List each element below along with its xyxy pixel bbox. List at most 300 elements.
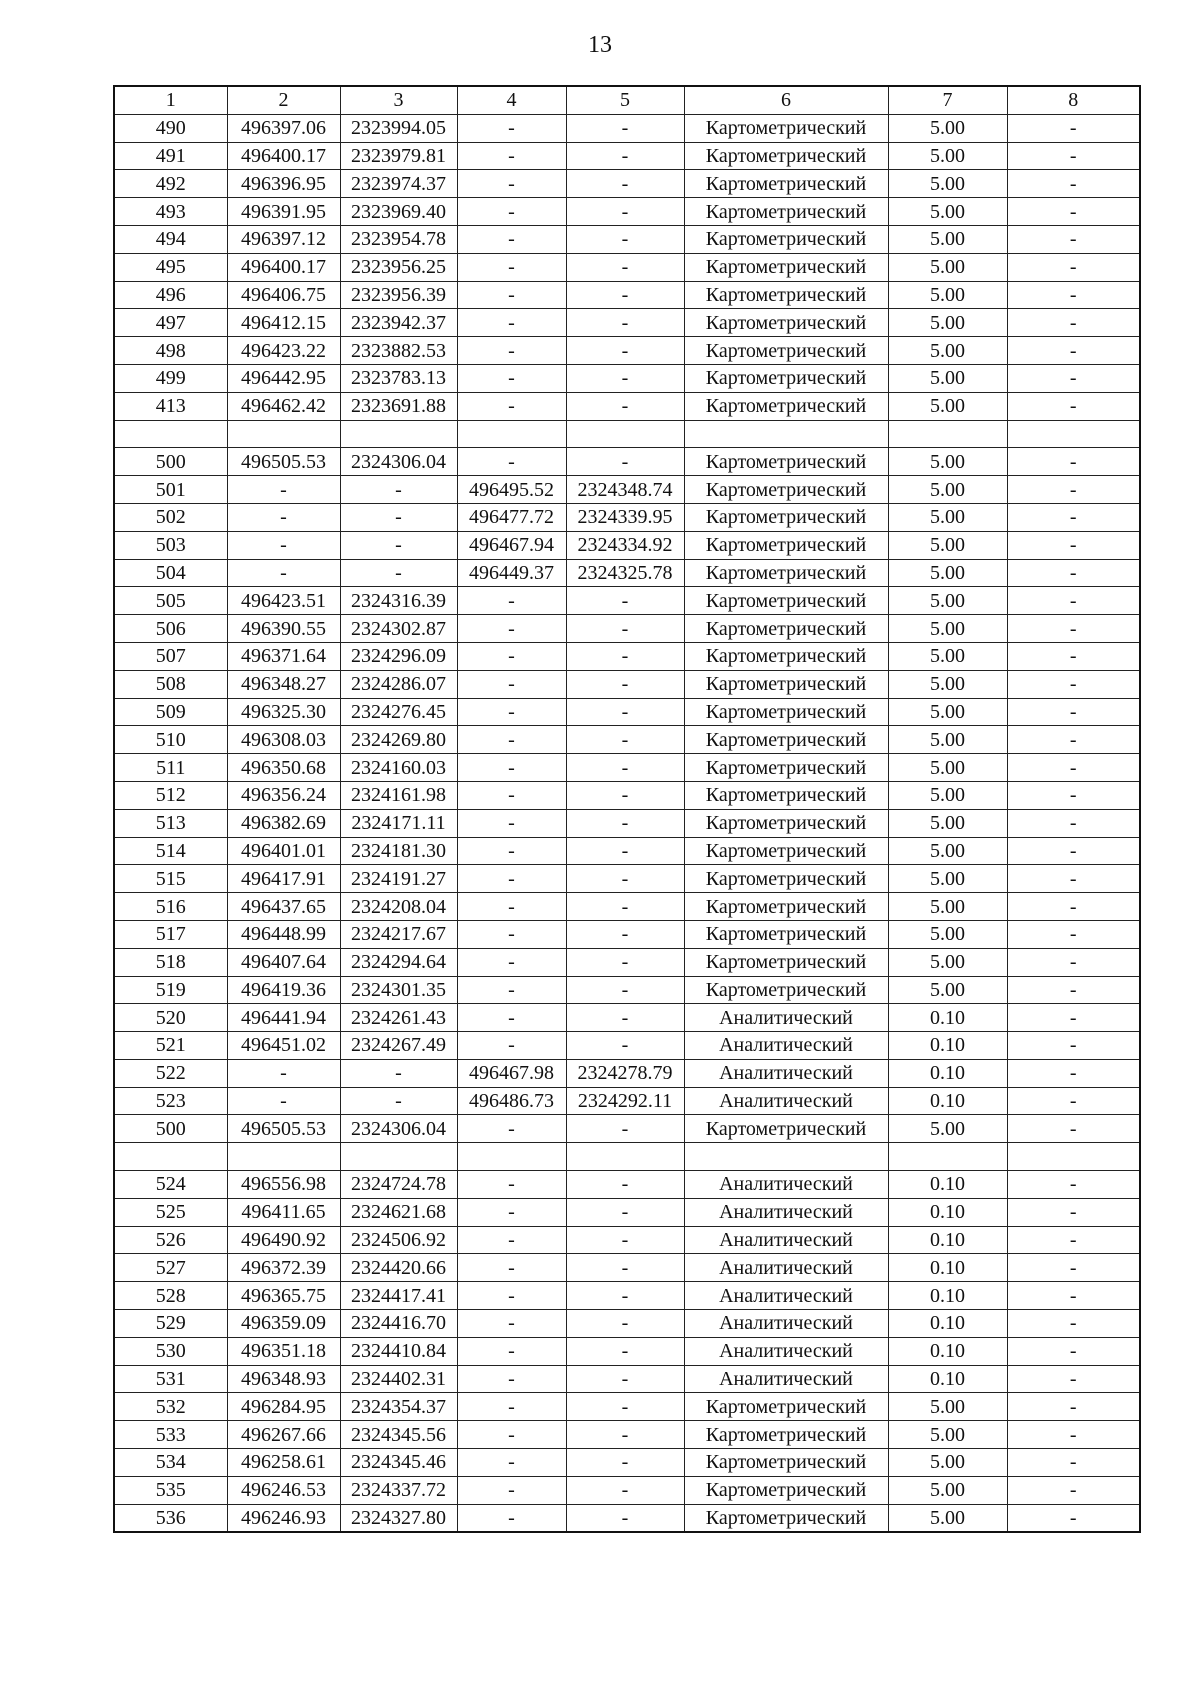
table-cell-col-8: - xyxy=(1007,754,1140,782)
table-cell-col-1: 506 xyxy=(114,615,227,643)
table-cell-col-8: - xyxy=(1007,114,1140,142)
table-cell-col-7: 5.00 xyxy=(888,948,1007,976)
table-row xyxy=(114,392,1140,420)
table-row xyxy=(114,503,1140,531)
table-cell-col-4: - xyxy=(457,948,566,976)
table-row xyxy=(114,114,1140,142)
table-cell-col-8: - xyxy=(1007,364,1140,392)
table-cell-col-2: - xyxy=(227,1087,340,1115)
table-cell-col-5: - xyxy=(566,170,684,198)
table-cell-col-5: - xyxy=(566,726,684,754)
table-cell-col-5: - xyxy=(566,948,684,976)
table-cell-col-7: 0.10 xyxy=(888,1365,1007,1393)
table-cell-col-8: - xyxy=(1007,1365,1140,1393)
table-cell-col-2: 496351.18 xyxy=(227,1337,340,1365)
table-cell-col-8: - xyxy=(1007,837,1140,865)
table-cell-col-5: - xyxy=(566,225,684,253)
table-cell-col-6: Картометрический xyxy=(684,198,888,226)
table-cell-col-6: Картометрический xyxy=(684,1115,888,1143)
table-cell-col-7: 5.00 xyxy=(888,920,1007,948)
table-cell-col-2: 496412.15 xyxy=(227,309,340,337)
table-cell-col-3: 2324417.41 xyxy=(340,1282,457,1310)
table-row xyxy=(114,225,1140,253)
table-cell-col-2: 496401.01 xyxy=(227,837,340,865)
table-cell-col-1: 535 xyxy=(114,1476,227,1504)
table-cell-col-3: 2324354.37 xyxy=(340,1393,457,1421)
table-cell-col-1: 533 xyxy=(114,1421,227,1449)
table-cell-col-7: 5.00 xyxy=(888,281,1007,309)
table-cell-col-5: - xyxy=(566,1310,684,1338)
table-cell-col-6: Картометрический xyxy=(684,1421,888,1449)
table-cell-col-7: 5.00 xyxy=(888,1449,1007,1477)
table-cell-col-5: - xyxy=(566,1198,684,1226)
table-cell-col-3: 2324402.31 xyxy=(340,1365,457,1393)
table-cell-col-5: - xyxy=(566,754,684,782)
table-cell-col-8: - xyxy=(1007,1504,1140,1532)
table-cell-col-1: 524 xyxy=(114,1171,227,1199)
table-cell-col-1: 531 xyxy=(114,1365,227,1393)
table-cell-col-2 xyxy=(227,1143,340,1171)
table-cell-col-3: 2323969.40 xyxy=(340,198,457,226)
table-cell-col-7: 5.00 xyxy=(888,309,1007,337)
page-number: 13 xyxy=(588,32,612,58)
table-cell-col-6 xyxy=(684,420,888,448)
table-cell-col-5: - xyxy=(566,281,684,309)
table-cell-col-4: - xyxy=(457,392,566,420)
table-cell-col-8: - xyxy=(1007,503,1140,531)
table-cell-col-1: 525 xyxy=(114,1198,227,1226)
table-cell-col-5: - xyxy=(566,1032,684,1060)
table-cell-col-8: - xyxy=(1007,1337,1140,1365)
table-row xyxy=(114,476,1140,504)
table-cell-col-7: 5.00 xyxy=(888,114,1007,142)
table-cell-col-4: - xyxy=(457,1171,566,1199)
table-cell-col-6: Картометрический xyxy=(684,642,888,670)
table-cell-col-7: 0.10 xyxy=(888,1087,1007,1115)
table-cell-col-8: - xyxy=(1007,1171,1140,1199)
table-row xyxy=(114,198,1140,226)
table-cell-col-6: Картометрический xyxy=(684,587,888,615)
table-cell-col-3: 2324345.46 xyxy=(340,1449,457,1477)
table-cell-col-5: - xyxy=(566,142,684,170)
table-row xyxy=(114,615,1140,643)
table-cell-col-1: 500 xyxy=(114,1115,227,1143)
table-cell-col-4: - xyxy=(457,809,566,837)
table-cell-col-7: 5.00 xyxy=(888,670,1007,698)
table-cell-col-3 xyxy=(340,420,457,448)
table-cell-col-4: 496477.72 xyxy=(457,503,566,531)
table-row xyxy=(114,309,1140,337)
table-cell-col-5: - xyxy=(566,615,684,643)
table-cell-col-5: - xyxy=(566,392,684,420)
table-cell-col-6: Картометрический xyxy=(684,309,888,337)
table-cell-col-6: Картометрический xyxy=(684,559,888,587)
table-cell-col-3: 2324345.56 xyxy=(340,1421,457,1449)
table-cell-col-5: - xyxy=(566,837,684,865)
table-cell-col-5: - xyxy=(566,698,684,726)
table-cell-col-4: 496467.94 xyxy=(457,531,566,559)
table-cell-col-1: 500 xyxy=(114,448,227,476)
table-cell-col-6: Картометрический xyxy=(684,865,888,893)
table-cell-col-7: 5.00 xyxy=(888,1476,1007,1504)
table-cell-col-8: - xyxy=(1007,281,1140,309)
table-cell-col-3: 2324420.66 xyxy=(340,1254,457,1282)
table-cell-col-1 xyxy=(114,1143,227,1171)
table-cell-col-3: 2324269.80 xyxy=(340,726,457,754)
table-cell-col-3: - xyxy=(340,503,457,531)
table-row xyxy=(114,1059,1140,1087)
table-cell-col-4 xyxy=(457,420,566,448)
table-cell-col-6: Картометрический xyxy=(684,448,888,476)
table-cell-col-6: Картометрический xyxy=(684,1504,888,1532)
table-cell-col-3: 2324208.04 xyxy=(340,893,457,921)
table-cell-col-8: - xyxy=(1007,642,1140,670)
table-cell-col-6: Аналитический xyxy=(684,1282,888,1310)
table-cell-col-6: Картометрический xyxy=(684,503,888,531)
table-cell-col-3: 2324621.68 xyxy=(340,1198,457,1226)
table-cell-col-1: 494 xyxy=(114,225,227,253)
table-row xyxy=(114,587,1140,615)
table-cell-col-1: 530 xyxy=(114,1337,227,1365)
table-row xyxy=(114,670,1140,698)
table-cell-col-5: - xyxy=(566,1365,684,1393)
table-cell-col-8: - xyxy=(1007,1032,1140,1060)
table-cell-col-8: - xyxy=(1007,1059,1140,1087)
header-cell: 2 xyxy=(227,86,340,114)
table-cell-col-8: - xyxy=(1007,587,1140,615)
table-cell-col-7: 0.10 xyxy=(888,1059,1007,1087)
table-cell-col-4: - xyxy=(457,1449,566,1477)
table-cell-col-1: 496 xyxy=(114,281,227,309)
table-cell-col-1: 516 xyxy=(114,893,227,921)
table-cell-col-4: - xyxy=(457,893,566,921)
table-cell-col-2: - xyxy=(227,503,340,531)
table-cell-col-2: 496348.27 xyxy=(227,670,340,698)
table-cell-col-6: Аналитический xyxy=(684,1032,888,1060)
table-cell-col-8: - xyxy=(1007,1198,1140,1226)
table-cell-col-6: Картометрический xyxy=(684,476,888,504)
table-cell-col-8: - xyxy=(1007,1310,1140,1338)
table-cell-col-7: 0.10 xyxy=(888,1226,1007,1254)
table-cell-col-4: - xyxy=(457,642,566,670)
table-cell-col-8: - xyxy=(1007,865,1140,893)
table-row xyxy=(114,698,1140,726)
table-cell-col-7: 0.10 xyxy=(888,1198,1007,1226)
table-cell-col-6: Картометрический xyxy=(684,781,888,809)
table-cell-col-4: - xyxy=(457,1337,566,1365)
table-cell-col-3: 2323954.78 xyxy=(340,225,457,253)
table-cell-col-5: - xyxy=(566,1171,684,1199)
table-cell-col-3: 2324306.04 xyxy=(340,1115,457,1143)
table-row xyxy=(114,1449,1140,1477)
table-cell-col-6: Картометрический xyxy=(684,170,888,198)
table-cell-col-8: - xyxy=(1007,698,1140,726)
table-cell-col-4: - xyxy=(457,198,566,226)
table-cell-col-3: 2324294.64 xyxy=(340,948,457,976)
table-row xyxy=(114,1365,1140,1393)
table-cell-col-1: 509 xyxy=(114,698,227,726)
table-cell-col-2: 496382.69 xyxy=(227,809,340,837)
table-cell-col-4: - xyxy=(457,1476,566,1504)
table-cell-col-5: - xyxy=(566,448,684,476)
table-cell-col-2: 496505.53 xyxy=(227,448,340,476)
table-cell-col-6: Картометрический xyxy=(684,837,888,865)
table-cell-col-8: - xyxy=(1007,531,1140,559)
table-cell-col-2: 496246.53 xyxy=(227,1476,340,1504)
table-cell-col-6: Картометрический xyxy=(684,1393,888,1421)
table-cell-col-5: - xyxy=(566,114,684,142)
table-cell-col-4: - xyxy=(457,837,566,865)
table-row xyxy=(114,948,1140,976)
table-cell-col-1: 510 xyxy=(114,726,227,754)
table-cell-col-4: - xyxy=(457,976,566,1004)
table-row xyxy=(114,865,1140,893)
table-cell-col-1: 515 xyxy=(114,865,227,893)
table-cell-col-4: - xyxy=(457,253,566,281)
table-cell-col-7: 5.00 xyxy=(888,531,1007,559)
table-cell-col-2: 496350.68 xyxy=(227,754,340,782)
table-cell-col-7: 5.00 xyxy=(888,559,1007,587)
table-cell-col-1: 512 xyxy=(114,781,227,809)
table-cell-col-6: Картометрический xyxy=(684,337,888,365)
table-cell-col-2: 496417.91 xyxy=(227,865,340,893)
table-cell-col-4: - xyxy=(457,448,566,476)
table-cell-col-2: 496284.95 xyxy=(227,1393,340,1421)
table-cell-col-4: - xyxy=(457,1421,566,1449)
table-cell-col-4: 496495.52 xyxy=(457,476,566,504)
table-cell-col-5: 2324339.95 xyxy=(566,503,684,531)
table-cell-col-8 xyxy=(1007,1143,1140,1171)
table-cell-col-2: 496258.61 xyxy=(227,1449,340,1477)
table-cell-col-8: - xyxy=(1007,615,1140,643)
table-cell-col-3: 2324316.39 xyxy=(340,587,457,615)
table-cell-col-7: 0.10 xyxy=(888,1282,1007,1310)
table-row xyxy=(114,726,1140,754)
table-separator-row xyxy=(114,1143,1140,1171)
table-cell-col-6 xyxy=(684,1143,888,1171)
table-cell-col-4: - xyxy=(457,281,566,309)
table-cell-col-2: 496396.95 xyxy=(227,170,340,198)
table-cell-col-6: Картометрический xyxy=(684,531,888,559)
table-cell-col-5: 2324348.74 xyxy=(566,476,684,504)
table-row xyxy=(114,253,1140,281)
table-cell-col-6: Картометрический xyxy=(684,364,888,392)
table-cell-col-3: 2323691.88 xyxy=(340,392,457,420)
table-cell-col-3: 2324160.03 xyxy=(340,754,457,782)
table-cell-col-8: - xyxy=(1007,1421,1140,1449)
table-cell-col-2: 496348.93 xyxy=(227,1365,340,1393)
table-cell-col-2: 496437.65 xyxy=(227,893,340,921)
table-cell-col-4: - xyxy=(457,1226,566,1254)
table-cell-col-7: 5.00 xyxy=(888,642,1007,670)
table-cell-col-7: 0.10 xyxy=(888,1337,1007,1365)
table-row xyxy=(114,781,1140,809)
table-cell-col-4: - xyxy=(457,1310,566,1338)
table-cell-col-2: - xyxy=(227,1059,340,1087)
table-cell-col-2: 496359.09 xyxy=(227,1310,340,1338)
table-cell-col-5 xyxy=(566,420,684,448)
table-cell-col-8: - xyxy=(1007,309,1140,337)
table-cell-col-3: 2324327.80 xyxy=(340,1504,457,1532)
table-cell-col-1: 529 xyxy=(114,1310,227,1338)
table-cell-col-1: 499 xyxy=(114,364,227,392)
table-cell-col-1: 518 xyxy=(114,948,227,976)
table-cell-col-5: 2324278.79 xyxy=(566,1059,684,1087)
table-cell-col-1: 517 xyxy=(114,920,227,948)
table-cell-col-8: - xyxy=(1007,809,1140,837)
table-cell-col-8: - xyxy=(1007,392,1140,420)
table-cell-col-2: 496400.17 xyxy=(227,142,340,170)
table-cell-col-1: 522 xyxy=(114,1059,227,1087)
table-cell-col-5: - xyxy=(566,976,684,1004)
table-cell-col-1: 503 xyxy=(114,531,227,559)
table-cell-col-3: 2323956.39 xyxy=(340,281,457,309)
table-cell-col-1: 505 xyxy=(114,587,227,615)
table-row xyxy=(114,1476,1140,1504)
table-cell-col-4: - xyxy=(457,865,566,893)
table-cell-col-8: - xyxy=(1007,893,1140,921)
table-cell-col-5: - xyxy=(566,1226,684,1254)
table-cell-col-6: Картометрический xyxy=(684,392,888,420)
table-cell-col-2: 496246.93 xyxy=(227,1504,340,1532)
table-cell-col-3: 2323956.25 xyxy=(340,253,457,281)
table-cell-col-4: - xyxy=(457,698,566,726)
table-cell-col-1: 492 xyxy=(114,170,227,198)
table-cell-col-6: Аналитический xyxy=(684,1198,888,1226)
table-row xyxy=(114,531,1140,559)
table-row xyxy=(114,1226,1140,1254)
table-cell-col-2: 496372.39 xyxy=(227,1254,340,1282)
table-cell-col-2: 496400.17 xyxy=(227,253,340,281)
table-row xyxy=(114,281,1140,309)
table-cell-col-6: Аналитический xyxy=(684,1004,888,1032)
table-cell-col-1: 519 xyxy=(114,976,227,1004)
table-cell-col-5: - xyxy=(566,920,684,948)
table-cell-col-7: 0.10 xyxy=(888,1171,1007,1199)
table-cell-col-5: - xyxy=(566,670,684,698)
table-cell-col-7: 5.00 xyxy=(888,364,1007,392)
table-cell-col-7: 5.00 xyxy=(888,392,1007,420)
table-cell-col-5: 2324334.92 xyxy=(566,531,684,559)
table-cell-col-1: 498 xyxy=(114,337,227,365)
table-cell-col-2: 496390.55 xyxy=(227,615,340,643)
table-cell-col-8: - xyxy=(1007,1476,1140,1504)
table-cell-col-2: 496441.94 xyxy=(227,1004,340,1032)
table-cell-col-3: 2324306.04 xyxy=(340,448,457,476)
table-cell-col-8: - xyxy=(1007,1393,1140,1421)
table-cell-col-1: 490 xyxy=(114,114,227,142)
table-cell-col-1: 536 xyxy=(114,1504,227,1532)
table-cell-col-6: Картометрический xyxy=(684,1476,888,1504)
table-cell-col-8 xyxy=(1007,420,1140,448)
table-cell-col-7: 5.00 xyxy=(888,615,1007,643)
table-cell-col-2: - xyxy=(227,476,340,504)
table-cell-col-5: - xyxy=(566,1449,684,1477)
table-cell-col-7: 5.00 xyxy=(888,976,1007,1004)
table-cell-col-7: 5.00 xyxy=(888,170,1007,198)
table-cell-col-1: 508 xyxy=(114,670,227,698)
table-cell-col-3: 2323994.05 xyxy=(340,114,457,142)
table-cell-col-8: - xyxy=(1007,448,1140,476)
table-cell-col-7: 5.00 xyxy=(888,253,1007,281)
header-cell: 5 xyxy=(566,86,684,114)
table-cell-col-4: - xyxy=(457,1504,566,1532)
table-cell-col-1: 532 xyxy=(114,1393,227,1421)
table-cell-col-3: 2323882.53 xyxy=(340,337,457,365)
table-cell-col-1: 514 xyxy=(114,837,227,865)
table-cell-col-1: 520 xyxy=(114,1004,227,1032)
table-cell-col-1: 495 xyxy=(114,253,227,281)
table-cell-col-8: - xyxy=(1007,1226,1140,1254)
table-cell-col-1: 513 xyxy=(114,809,227,837)
table-cell-col-8: - xyxy=(1007,253,1140,281)
table-cell-col-2: 496423.51 xyxy=(227,587,340,615)
table-row xyxy=(114,1198,1140,1226)
table-cell-col-2: 496490.92 xyxy=(227,1226,340,1254)
table-row xyxy=(114,364,1140,392)
table-cell-col-2: 496397.12 xyxy=(227,225,340,253)
table-cell-col-5: - xyxy=(566,1504,684,1532)
table-cell-col-2: 496406.75 xyxy=(227,281,340,309)
table-cell-col-7: 5.00 xyxy=(888,448,1007,476)
table-cell-col-7: 0.10 xyxy=(888,1310,1007,1338)
table-cell-col-2: 496462.42 xyxy=(227,392,340,420)
table-cell-col-8: - xyxy=(1007,920,1140,948)
table-cell-col-6: Картометрический xyxy=(684,948,888,976)
table-cell-col-3: 2324724.78 xyxy=(340,1171,457,1199)
table-cell-col-2: 496423.22 xyxy=(227,337,340,365)
table-cell-col-8: - xyxy=(1007,225,1140,253)
table-cell-col-3: 2324276.45 xyxy=(340,698,457,726)
table-cell-col-1: 526 xyxy=(114,1226,227,1254)
table-cell-col-1: 491 xyxy=(114,142,227,170)
table-cell-col-3: 2324171.11 xyxy=(340,809,457,837)
table-cell-col-3: 2324416.70 xyxy=(340,1310,457,1338)
table-cell-col-2: 496451.02 xyxy=(227,1032,340,1060)
table-cell-col-2: - xyxy=(227,531,340,559)
table-row xyxy=(114,920,1140,948)
table-row xyxy=(114,837,1140,865)
table-cell-col-4: 496449.37 xyxy=(457,559,566,587)
table-header-row xyxy=(114,86,1140,114)
table-cell-col-7: 5.00 xyxy=(888,781,1007,809)
table-cell-col-3: 2324217.67 xyxy=(340,920,457,948)
table-cell-col-2: 496267.66 xyxy=(227,1421,340,1449)
table-cell-col-4: - xyxy=(457,225,566,253)
table-cell-col-8: - xyxy=(1007,337,1140,365)
table-cell-col-6: Аналитический xyxy=(684,1365,888,1393)
table-cell-col-8: - xyxy=(1007,976,1140,1004)
table-cell-col-8: - xyxy=(1007,1449,1140,1477)
table-cell-col-3: 2323942.37 xyxy=(340,309,457,337)
table-cell-col-1: 413 xyxy=(114,392,227,420)
table-cell-col-8: - xyxy=(1007,948,1140,976)
table-row xyxy=(114,893,1140,921)
coordinates-table xyxy=(113,85,1141,1533)
table-cell-col-1: 504 xyxy=(114,559,227,587)
table-cell-col-5: - xyxy=(566,781,684,809)
table-cell-col-2 xyxy=(227,420,340,448)
table-cell-col-6: Картометрический xyxy=(684,253,888,281)
table-cell-col-7: 5.00 xyxy=(888,1393,1007,1421)
table-cell-col-5: - xyxy=(566,364,684,392)
table-cell-col-7: 5.00 xyxy=(888,1115,1007,1143)
table-cell-col-4: - xyxy=(457,781,566,809)
table-cell-col-4: 496486.73 xyxy=(457,1087,566,1115)
table-row xyxy=(114,1171,1140,1199)
table-cell-col-5: 2324292.11 xyxy=(566,1087,684,1115)
table-body xyxy=(114,114,1140,1532)
